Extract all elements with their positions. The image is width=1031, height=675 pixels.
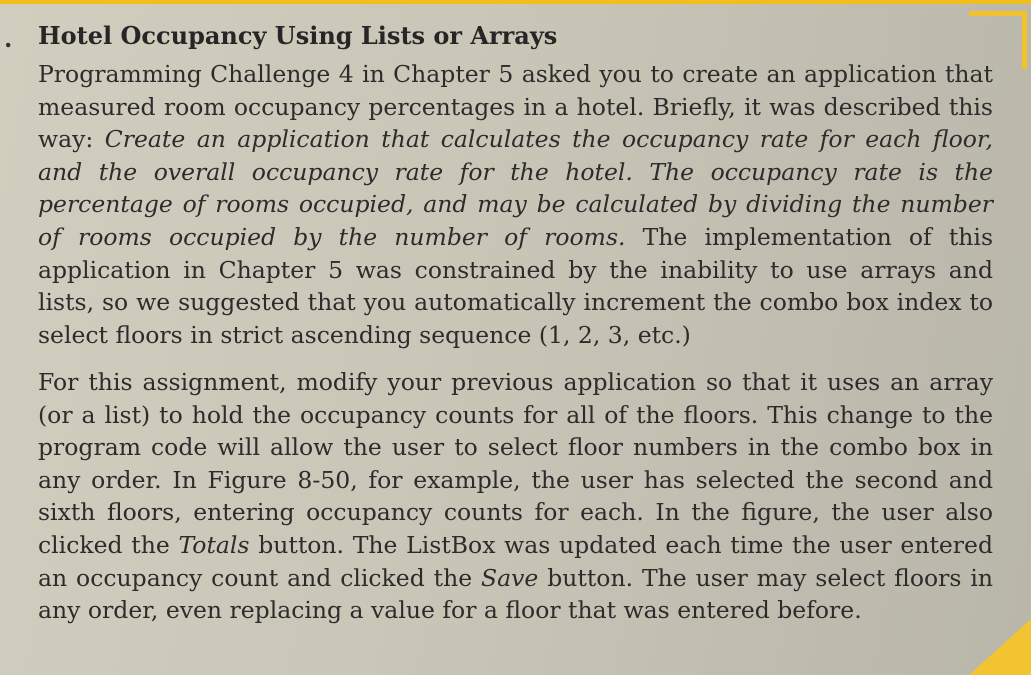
totals-button-reference: Totals xyxy=(178,530,250,559)
save-button-reference: Save xyxy=(481,563,539,592)
paragraph-challenge-description xyxy=(38,58,993,351)
list-bullet: . xyxy=(4,24,13,53)
paragraph1-quoted-description: Create an application that calculates the occupancy rate for each floor, and the overall occupancy rate for the hotel. The occupancy rate is the percentage of rooms occupied, and may be calculated by dividing the number of rooms occupied by the number of rooms. xyxy=(38,125,993,251)
top-yellow-rule xyxy=(0,0,1031,4)
paragraph-assignment xyxy=(38,366,993,627)
paragraph1-intro: Programming Challenge 4 in Chapter 5 asked you to create an application that measured room occupancy percentages in a hotel. Briefly, it was described this way: xyxy=(38,60,993,154)
corner-triangle-decoration xyxy=(969,619,1031,675)
section-title: Hotel Occupancy Using Lists or Arrays xyxy=(38,21,558,50)
paragraph2-ending: button. The user may select floors in any order, even replacing a value for a floor that was entered before. xyxy=(38,563,993,625)
paragraph2-middle: button. The ListBox was updated each time the user entered an occupancy count and clicked the xyxy=(38,530,993,592)
paragraph1-implementation-note: The implementation of this application in Chapter 5 was constrained by the inability to use arrays and lists, so we suggested that you automatically increment the combo box index to select floors in strict ascending sequence (1, 2, 3, etc.) xyxy=(38,222,994,349)
paragraph2-intro: For this assignment, modify your previous application so that it uses an array (or a list) to hold the occupancy counts for all of the floors. This change to the program code will allow the user to select floor numbers in the combo box in any order. In Figure 8-50, for example, the user has selected the second and sixth floors, entering occupancy counts for each. In the figure, the user also clicked the xyxy=(38,368,993,559)
